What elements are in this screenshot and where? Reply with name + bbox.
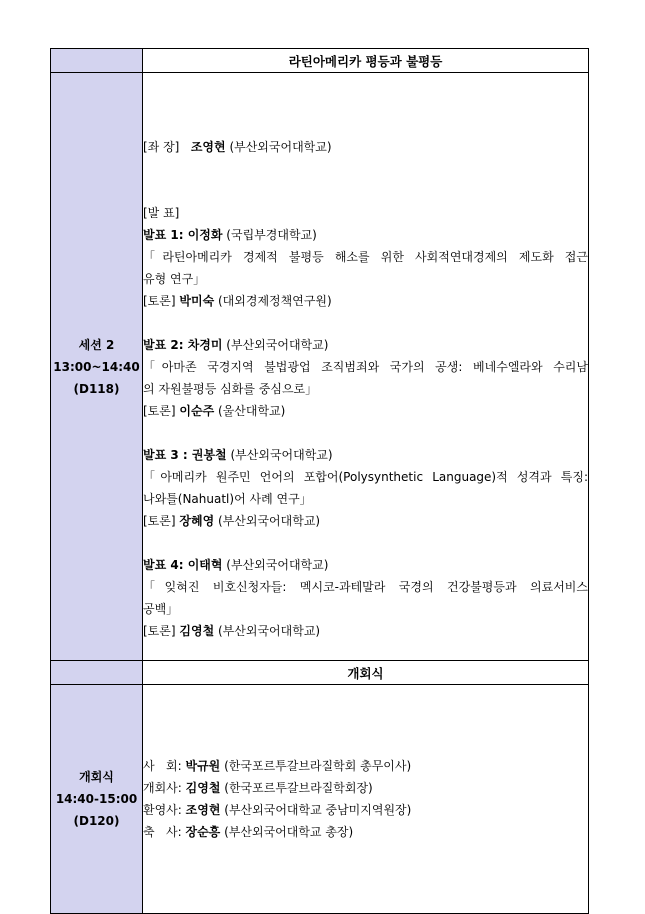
role-affil: (한국포르투갈브라질학회 총무이사) <box>224 759 412 773</box>
session2-label-cell <box>51 73 143 661</box>
presentation-4 <box>143 554 588 642</box>
presentation-title-line: 의 자원불평등 심화를 중심으로」 <box>143 382 318 396</box>
presentations-heading: [발 표] <box>143 206 180 220</box>
discussant-tag: [토론] <box>143 294 176 308</box>
session2-row <box>51 73 589 661</box>
presentation-3 <box>143 444 588 532</box>
presenter-affil: (부산외국어대학교) <box>226 558 329 572</box>
presenter-affil: (부산외국어대학교) <box>230 448 333 462</box>
presentation-1 <box>143 224 588 312</box>
role-affil: (한국포르투갈브라질학회장) <box>224 781 373 795</box>
chair-line <box>143 136 588 158</box>
role-label: 개회사: <box>143 781 182 795</box>
role-affil: (부산외국어대학교 중남미지역원장) <box>224 803 412 817</box>
role-label: 축 사: <box>143 825 182 839</box>
presentation-title-line: 「아마존 국경지역 불법광업 조직범죄와 국가의 공생: 베네수엘라와 수리남 <box>143 360 588 374</box>
presentation-head: 발표 1: 이정화 <box>143 228 223 242</box>
role-line <box>143 777 588 799</box>
chair-tag: [좌 장] <box>143 140 180 154</box>
discussant-name: 이순주 <box>179 404 215 418</box>
opening-header-row <box>51 661 589 685</box>
session2-title: 라틴아메리카 평등과 불평등 <box>143 49 589 73</box>
discussant-tag: [토론] <box>143 514 176 528</box>
header-label-cell <box>51 661 143 685</box>
role-name: 조영현 <box>185 803 221 817</box>
presentation-title-line: 「아메리카 원주민 언어의 포합어(Polysynthetic Language)적 성격과 특징: <box>143 470 588 484</box>
discussant-affil: (부산외국어대학교) <box>218 514 321 528</box>
presenter-affil: (국립부경대학교) <box>226 228 317 242</box>
presentation-title-line: 「라틴아메리카 경제적 불평등 해소를 위한 사회적연대경제의 제도화 접근 <box>143 250 588 264</box>
role-name: 김영철 <box>185 781 221 795</box>
session2-content <box>143 73 589 661</box>
discussant-tag: [토론] <box>143 404 176 418</box>
chair-name: 조영현 <box>190 140 226 154</box>
session2-label: 세션 2 <box>78 337 115 352</box>
session2-time: 13:00~14:40 <box>53 359 140 374</box>
role-line <box>143 755 588 777</box>
opening-time: 14:40-15:00 <box>55 792 138 806</box>
role-name: 박규원 <box>185 759 221 773</box>
discussant-affil: (부산외국어대학교) <box>218 624 321 638</box>
session2-header-row <box>51 49 589 73</box>
header-label-cell <box>51 49 143 73</box>
presentation-head: 발표 4: 이태혁 <box>143 558 223 572</box>
opening-label: 개회식 <box>79 770 114 784</box>
discussant-name: 박미숙 <box>179 294 215 308</box>
opening-room: (D120) <box>73 814 120 828</box>
opening-content <box>143 685 589 914</box>
presentation-title-line: 공백」 <box>143 602 179 616</box>
role-affil: (부산외국어대학교 총장) <box>224 825 354 839</box>
presentation-head: 발표 3 : 권봉철 <box>143 448 227 462</box>
role-line <box>143 821 588 843</box>
presentation-title-line: 「잊혀진 비호신청자들: 멕시코-과테말라 국경의 건강불평등과 의료서비스 <box>143 580 588 594</box>
role-name: 장순흥 <box>185 825 221 839</box>
discussant-tag: [토론] <box>143 624 176 638</box>
schedule-table <box>50 48 589 914</box>
session2-room: (D118) <box>73 381 120 396</box>
opening-title: 개회식 <box>143 661 589 685</box>
role-line <box>143 799 588 821</box>
presentation-title-line: 나와틀(Nahuatl)어 사례 연구」 <box>143 492 312 506</box>
chair-affil: (부산외국어대학교) <box>229 140 332 154</box>
presenter-affil: (부산외국어대학교) <box>226 338 329 352</box>
opening-label-cell <box>51 685 143 914</box>
role-label: 사 회: <box>143 759 182 773</box>
discussant-name: 장혜영 <box>179 514 215 528</box>
opening-row <box>51 685 589 914</box>
discussant-affil: (대외경제정책연구원) <box>218 294 332 308</box>
presentation-2 <box>143 334 588 422</box>
role-label: 환영사: <box>143 803 182 817</box>
discussant-name: 김영철 <box>179 624 215 638</box>
presentation-head: 발표 2: 차경미 <box>143 338 223 352</box>
discussant-affil: (울산대학교) <box>218 404 286 418</box>
presentation-title-line: 유형 연구」 <box>143 272 206 286</box>
